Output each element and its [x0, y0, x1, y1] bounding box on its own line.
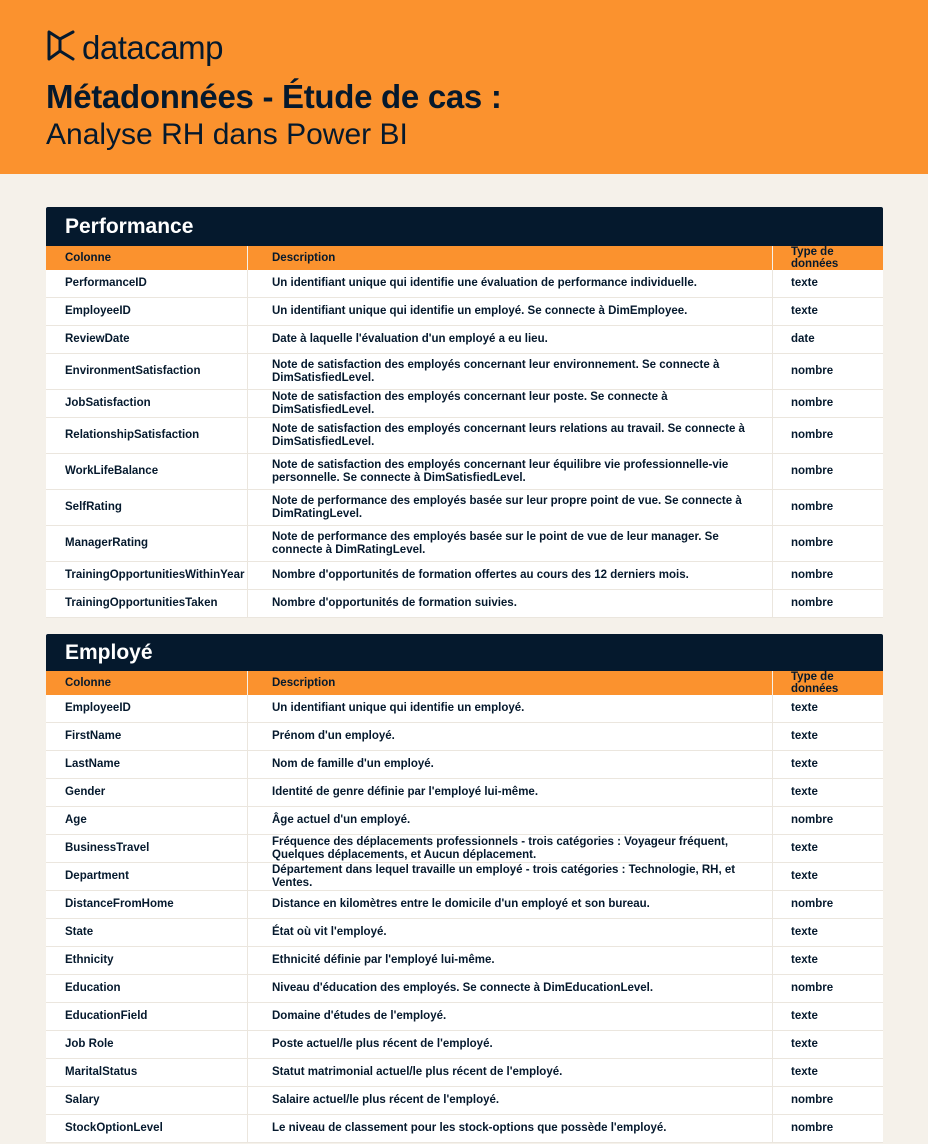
cell-column-name: BusinessTravel: [46, 835, 248, 863]
performance-rows: [46, 270, 883, 618]
cell-column-name: EmployeeID: [46, 695, 248, 723]
cell-description: Âge actuel d'un employé.: [248, 807, 773, 835]
page-title: Métadonnées - Étude de cas :: [46, 78, 502, 115]
cell-description: Nom de famille d'un employé.: [248, 751, 773, 779]
page-header: [0, 0, 928, 174]
column-header-description: Description: [248, 246, 773, 270]
cell-column-name: LastName: [46, 751, 248, 779]
cell-description: Note de satisfaction des employés concernant leur équilibre vie professionnelle-vie personnelle. Se connecte à DimSatisfiedLevel.: [248, 454, 773, 490]
table-row: [46, 490, 883, 526]
table-row: [46, 807, 883, 835]
employee-heading: Employé: [46, 634, 883, 671]
table-row: [46, 1115, 883, 1143]
page-subtitle: Analyse RH dans Power BI: [46, 118, 408, 151]
cell-description: Niveau d'éducation des employés. Se connecte à DimEducationLevel.: [248, 975, 773, 1003]
table-row: [46, 863, 883, 891]
table-row: [46, 390, 883, 418]
table-header-row: [46, 671, 883, 695]
performance-table: [46, 246, 883, 618]
cell-data-type: texte: [773, 723, 884, 751]
datacamp-logo: [46, 28, 223, 68]
cell-column-name: Education: [46, 975, 248, 1003]
cell-description: Note de satisfaction des employés concernant leurs relations au travail. Se connecte à DimSatisfiedLevel.: [248, 418, 773, 454]
table-row: [46, 562, 883, 590]
cell-description: Le niveau de classement pour les stock-options que possède l'employé.: [248, 1115, 773, 1143]
cell-data-type: texte: [773, 751, 884, 779]
cell-column-name: EnvironmentSatisfaction: [46, 354, 248, 390]
cell-description: Note de performance des employés basée sur leur propre point de vue. Se connecte à DimRatingLevel.: [248, 490, 773, 526]
employee-table: [46, 671, 883, 1143]
cell-data-type: nombre: [773, 975, 884, 1003]
cell-data-type: nombre: [773, 390, 884, 418]
table-row: [46, 1059, 883, 1087]
table-row: [46, 947, 883, 975]
cell-description: Un identifiant unique qui identifie une évaluation de performance individuelle.: [248, 270, 773, 298]
table-row: [46, 779, 883, 807]
cell-description: Note de satisfaction des employés concernant leur poste. Se connecte à DimSatisfiedLevel.: [248, 390, 773, 418]
cell-description: Salaire actuel/le plus récent de l'employé.: [248, 1087, 773, 1115]
cell-data-type: nombre: [773, 354, 884, 390]
table-row: [46, 1031, 883, 1059]
table-row: [46, 695, 883, 723]
cell-column-name: MaritalStatus: [46, 1059, 248, 1087]
cell-data-type: texte: [773, 695, 884, 723]
cell-data-type: nombre: [773, 526, 884, 562]
cell-description: Nombre d'opportunités de formation suivies.: [248, 590, 773, 618]
cell-column-name: PerformanceID: [46, 270, 248, 298]
cell-column-name: State: [46, 919, 248, 947]
table-row: [46, 1003, 883, 1031]
table-row: [46, 454, 883, 490]
cell-data-type: texte: [773, 835, 884, 863]
cell-description: Prénom d'un employé.: [248, 723, 773, 751]
table-row: [46, 751, 883, 779]
column-header-type: Type de données: [773, 246, 884, 270]
cell-column-name: Job Role: [46, 1031, 248, 1059]
cell-column-name: SelfRating: [46, 490, 248, 526]
cell-column-name: Salary: [46, 1087, 248, 1115]
table-row: [46, 590, 883, 618]
cell-description: Fréquence des déplacements professionnels - trois catégories : Voyageur fréquent, Quelques déplacements, et Aucun déplacement.: [248, 835, 773, 863]
cell-description: Distance en kilomètres entre le domicile d'un employé et son bureau.: [248, 891, 773, 919]
cell-description: Statut matrimonial actuel/le plus récent de l'employé.: [248, 1059, 773, 1087]
cell-column-name: RelationshipSatisfaction: [46, 418, 248, 454]
performance-section: [46, 207, 883, 618]
cell-data-type: texte: [773, 779, 884, 807]
cell-data-type: nombre: [773, 454, 884, 490]
cell-description: État où vit l'employé.: [248, 919, 773, 947]
cell-column-name: Department: [46, 863, 248, 891]
cell-description: Département dans lequel travaille un employé - trois catégories : Technologie, RH, et Ventes.: [248, 863, 773, 891]
cell-column-name: EducationField: [46, 1003, 248, 1031]
datacamp-logo-icon: [46, 29, 76, 67]
cell-data-type: texte: [773, 270, 884, 298]
table-row: [46, 835, 883, 863]
cell-data-type: texte: [773, 1059, 884, 1087]
cell-description: Nombre d'opportunités de formation offertes au cours des 12 derniers mois.: [248, 562, 773, 590]
cell-description: Ethnicité définie par l'employé lui-même.: [248, 947, 773, 975]
table-row: [46, 326, 883, 354]
cell-column-name: TrainingOpportunitiesWithinYear: [46, 562, 248, 590]
employee-rows: [46, 695, 883, 1143]
cell-column-name: FirstName: [46, 723, 248, 751]
performance-heading: Performance: [46, 207, 883, 246]
cell-description: Note de satisfaction des employés concernant leur environnement. Se connecte à DimSatisfiedLevel.: [248, 354, 773, 390]
column-header-description: Description: [248, 671, 773, 695]
column-header-colonne: Colonne: [46, 246, 248, 270]
cell-data-type: nombre: [773, 1087, 884, 1115]
cell-data-type: nombre: [773, 418, 884, 454]
employee-section: [46, 634, 883, 1143]
column-header-type: Type de données: [773, 671, 884, 695]
table-row: [46, 418, 883, 454]
cell-data-type: texte: [773, 1003, 884, 1031]
cell-column-name: DistanceFromHome: [46, 891, 248, 919]
cell-column-name: Age: [46, 807, 248, 835]
cell-data-type: date: [773, 326, 884, 354]
cell-data-type: nombre: [773, 590, 884, 618]
cell-description: Domaine d'études de l'employé.: [248, 1003, 773, 1031]
cell-description: Un identifiant unique qui identifie un employé.: [248, 695, 773, 723]
cell-data-type: nombre: [773, 891, 884, 919]
cell-column-name: StockOptionLevel: [46, 1115, 248, 1143]
table-row: [46, 975, 883, 1003]
cell-data-type: nombre: [773, 1115, 884, 1143]
table-row: [46, 270, 883, 298]
table-row: [46, 919, 883, 947]
cell-column-name: Gender: [46, 779, 248, 807]
cell-column-name: TrainingOpportunitiesTaken: [46, 590, 248, 618]
cell-column-name: ManagerRating: [46, 526, 248, 562]
cell-data-type: nombre: [773, 490, 884, 526]
table-row: [46, 1087, 883, 1115]
table-row: [46, 891, 883, 919]
cell-column-name: WorkLifeBalance: [46, 454, 248, 490]
table-row: [46, 298, 883, 326]
cell-description: Identité de genre définie par l'employé lui-même.: [248, 779, 773, 807]
cell-data-type: nombre: [773, 562, 884, 590]
logo-text: datacamp: [82, 29, 223, 66]
table-header-row: [46, 246, 883, 270]
cell-column-name: JobSatisfaction: [46, 390, 248, 418]
column-header-colonne: Colonne: [46, 671, 248, 695]
cell-data-type: texte: [773, 863, 884, 891]
cell-column-name: Ethnicity: [46, 947, 248, 975]
cell-column-name: ReviewDate: [46, 326, 248, 354]
table-row: [46, 526, 883, 562]
cell-data-type: texte: [773, 947, 884, 975]
cell-data-type: texte: [773, 1031, 884, 1059]
cell-description: Un identifiant unique qui identifie un employé. Se connecte à DimEmployee.: [248, 298, 773, 326]
cell-column-name: EmployeeID: [46, 298, 248, 326]
cell-description: Note de performance des employés basée sur le point de vue de leur manager. Se connecte à DimRatingLevel.: [248, 526, 773, 562]
cell-description: Date à laquelle l'évaluation d'un employé a eu lieu.: [248, 326, 773, 354]
table-row: [46, 354, 883, 390]
cell-description: Poste actuel/le plus récent de l'employé.: [248, 1031, 773, 1059]
table-row: [46, 723, 883, 751]
cell-data-type: texte: [773, 919, 884, 947]
cell-data-type: texte: [773, 298, 884, 326]
cell-data-type: nombre: [773, 807, 884, 835]
